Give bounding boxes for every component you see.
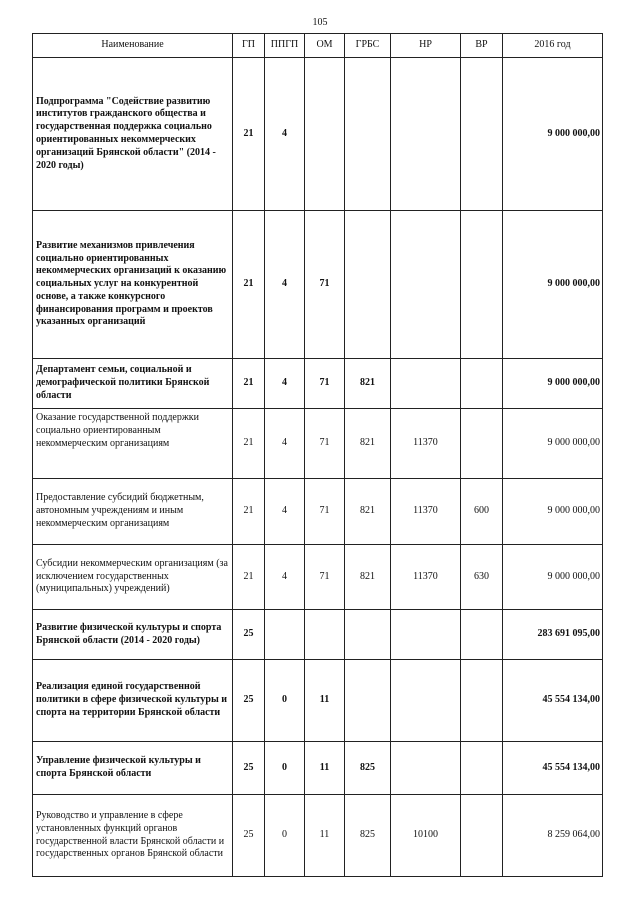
- row-amount: 9 000 000,00: [503, 58, 603, 211]
- row-vr: [461, 58, 503, 211]
- row-gp: 25: [233, 795, 265, 877]
- row-name: Оказание государственной поддержки социально ориентированным некоммерческим организациям: [33, 409, 233, 479]
- row-name: Развитие механизмов привлечения социально ориентированных некоммерческих организаций к оказанию социальных услуг на конкурентной основе, а также конкурсного финансирования программ и проектов указанных организаций: [33, 211, 233, 359]
- page-number: 105: [312, 17, 328, 28]
- row-gp: 25: [233, 610, 265, 660]
- row-amount: 9 000 000,00: [503, 545, 603, 610]
- row-gp: 25: [233, 742, 265, 795]
- row-grbs: [345, 610, 391, 660]
- column-header-gp: ГП: [233, 34, 265, 58]
- row-amount: 8 259 064,00: [503, 795, 603, 877]
- row-gp: 21: [233, 545, 265, 610]
- row-grbs: [345, 660, 391, 742]
- table-row: [33, 660, 603, 742]
- table-row: [33, 610, 603, 660]
- row-vr: 600: [461, 479, 503, 545]
- row-name: Руководство и управление в сфере установленных функций органов государственной власти Брянской области и государственных органов Брянской области: [33, 795, 233, 877]
- row-grbs: 825: [345, 795, 391, 877]
- row-nr: [391, 610, 461, 660]
- column-header-ppgp: ППГП: [265, 34, 305, 58]
- row-gp: 21: [233, 479, 265, 545]
- table-row: [33, 479, 603, 545]
- row-vr: 630: [461, 545, 503, 610]
- row-ppgp: 4: [265, 545, 305, 610]
- row-om: 11: [305, 795, 345, 877]
- table-row: [33, 545, 603, 610]
- row-grbs: 821: [345, 359, 391, 409]
- table-row: [33, 409, 603, 479]
- table-row: [33, 795, 603, 877]
- row-nr: [391, 359, 461, 409]
- row-ppgp: 0: [265, 795, 305, 877]
- row-om: [305, 58, 345, 211]
- row-nr: 10100: [391, 795, 461, 877]
- column-header-grbs: ГРБС: [345, 34, 391, 58]
- row-ppgp: 4: [265, 58, 305, 211]
- row-name: Предоставление субсидий бюджетным, автономным учреждениям и иным некоммерческим организациям: [33, 479, 233, 545]
- row-nr: [391, 58, 461, 211]
- row-name: Субсидии некоммерческим организациям (за исключением государственных (муниципальных) учреждений): [33, 545, 233, 610]
- row-grbs: 825: [345, 742, 391, 795]
- row-nr: [391, 211, 461, 359]
- row-grbs: 821: [345, 479, 391, 545]
- table-row: [33, 211, 603, 359]
- row-grbs: 821: [345, 545, 391, 610]
- row-gp: 21: [233, 211, 265, 359]
- row-amount: 9 000 000,00: [503, 359, 603, 409]
- row-amount: 45 554 134,00: [503, 742, 603, 795]
- row-om: 71: [305, 409, 345, 479]
- row-grbs: [345, 211, 391, 359]
- row-amount: 9 000 000,00: [503, 409, 603, 479]
- row-nr: 11370: [391, 545, 461, 610]
- row-om: 71: [305, 545, 345, 610]
- table-header-row: [33, 34, 603, 58]
- row-name: Подпрограмма "Содействие развитию институтов гражданского общества и государственная поддержка социально ориентированных некоммерческих организаций Брянской области" (2014 - 2020 годы): [33, 58, 233, 211]
- budget-table: [32, 33, 603, 877]
- row-gp: 21: [233, 58, 265, 211]
- row-ppgp: 0: [265, 660, 305, 742]
- row-grbs: 821: [345, 409, 391, 479]
- row-om: 71: [305, 359, 345, 409]
- row-amount: 45 554 134,00: [503, 660, 603, 742]
- row-nr: 11370: [391, 409, 461, 479]
- row-ppgp: 0: [265, 742, 305, 795]
- row-gp: 21: [233, 409, 265, 479]
- row-nr: [391, 742, 461, 795]
- row-vr: [461, 409, 503, 479]
- row-ppgp: 4: [265, 409, 305, 479]
- row-ppgp: 4: [265, 359, 305, 409]
- table-row: [33, 359, 603, 409]
- column-header-vr: ВР: [461, 34, 503, 58]
- row-gp: 25: [233, 660, 265, 742]
- row-vr: [461, 660, 503, 742]
- row-vr: [461, 610, 503, 660]
- row-name: Реализация единой государственной политики в сфере физической культуры и спорта на территории Брянской области: [33, 660, 233, 742]
- row-vr: [461, 211, 503, 359]
- row-nr: 11370: [391, 479, 461, 545]
- row-amount: 9 000 000,00: [503, 211, 603, 359]
- row-ppgp: 4: [265, 211, 305, 359]
- row-vr: [461, 742, 503, 795]
- row-nr: [391, 660, 461, 742]
- row-name: Управление физической культуры и спорта Брянской области: [33, 742, 233, 795]
- row-ppgp: [265, 610, 305, 660]
- row-om: 11: [305, 660, 345, 742]
- row-name: Развитие физической культуры и спорта Брянской области (2014 - 2020 годы): [33, 610, 233, 660]
- row-name: Департамент семьи, социальной и демографической политики Брянской области: [33, 359, 233, 409]
- column-header-nr: НР: [391, 34, 461, 58]
- row-om: 71: [305, 479, 345, 545]
- column-header-name: Наименование: [33, 34, 233, 58]
- row-om: [305, 610, 345, 660]
- row-grbs: [345, 58, 391, 211]
- row-om: 71: [305, 211, 345, 359]
- row-vr: [461, 795, 503, 877]
- row-gp: 21: [233, 359, 265, 409]
- row-amount: 283 691 095,00: [503, 610, 603, 660]
- column-header-year-2016: 2016 год: [503, 34, 603, 58]
- row-ppgp: 4: [265, 479, 305, 545]
- column-header-om: ОМ: [305, 34, 345, 58]
- table-row: [33, 742, 603, 795]
- table-row: [33, 58, 603, 211]
- row-om: 11: [305, 742, 345, 795]
- row-vr: [461, 359, 503, 409]
- row-amount: 9 000 000,00: [503, 479, 603, 545]
